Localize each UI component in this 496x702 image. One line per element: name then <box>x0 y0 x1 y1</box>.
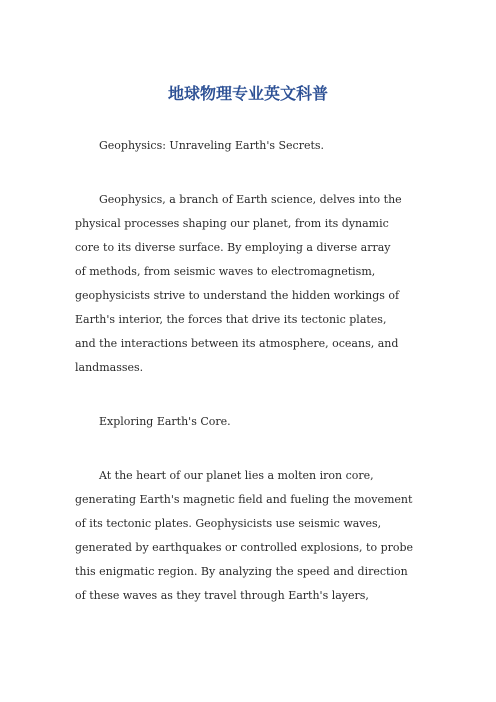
paragraph-line: of its tectonic plates. Geophysicists use seismic waves, <box>75 517 382 530</box>
paragraph-line: landmasses. <box>75 361 144 374</box>
paragraph-line: this enigmatic region. By analyzing the speed and direction <box>75 565 408 578</box>
section-heading: Exploring Earth's Core. <box>99 415 231 428</box>
paragraph-line: and the interactions between its atmosphere, oceans, and <box>75 337 399 350</box>
paragraph-line: At the heart of our planet lies a molten iron core, <box>99 469 374 482</box>
paragraph-line: generated by earthquakes or controlled explosions, to probe <box>75 541 414 554</box>
paragraph-line: Earth's interior, the forces that drive its tectonic plates, <box>75 313 387 326</box>
document-title: 地球物理专业英文科普 <box>167 84 328 103</box>
paragraph-line: of these waves as they travel through Earth's layers, <box>75 589 369 602</box>
paragraph-line: physical processes shaping our planet, from its dynamic <box>75 217 389 230</box>
paragraph-line: core to its diverse surface. By employing a diverse array <box>75 241 391 254</box>
paragraph-line: generating Earth's magnetic field and fueling the movement <box>75 493 413 506</box>
section-heading: Geophysics: Unraveling Earth's Secrets. <box>99 139 325 152</box>
paragraph-line: of methods, from seismic waves to electromagnetism, <box>75 265 376 278</box>
paragraph-line: Geophysics, a branch of Earth science, delves into the <box>99 193 402 206</box>
paragraph-line: geophysicists strive to understand the hidden workings of <box>75 289 400 302</box>
